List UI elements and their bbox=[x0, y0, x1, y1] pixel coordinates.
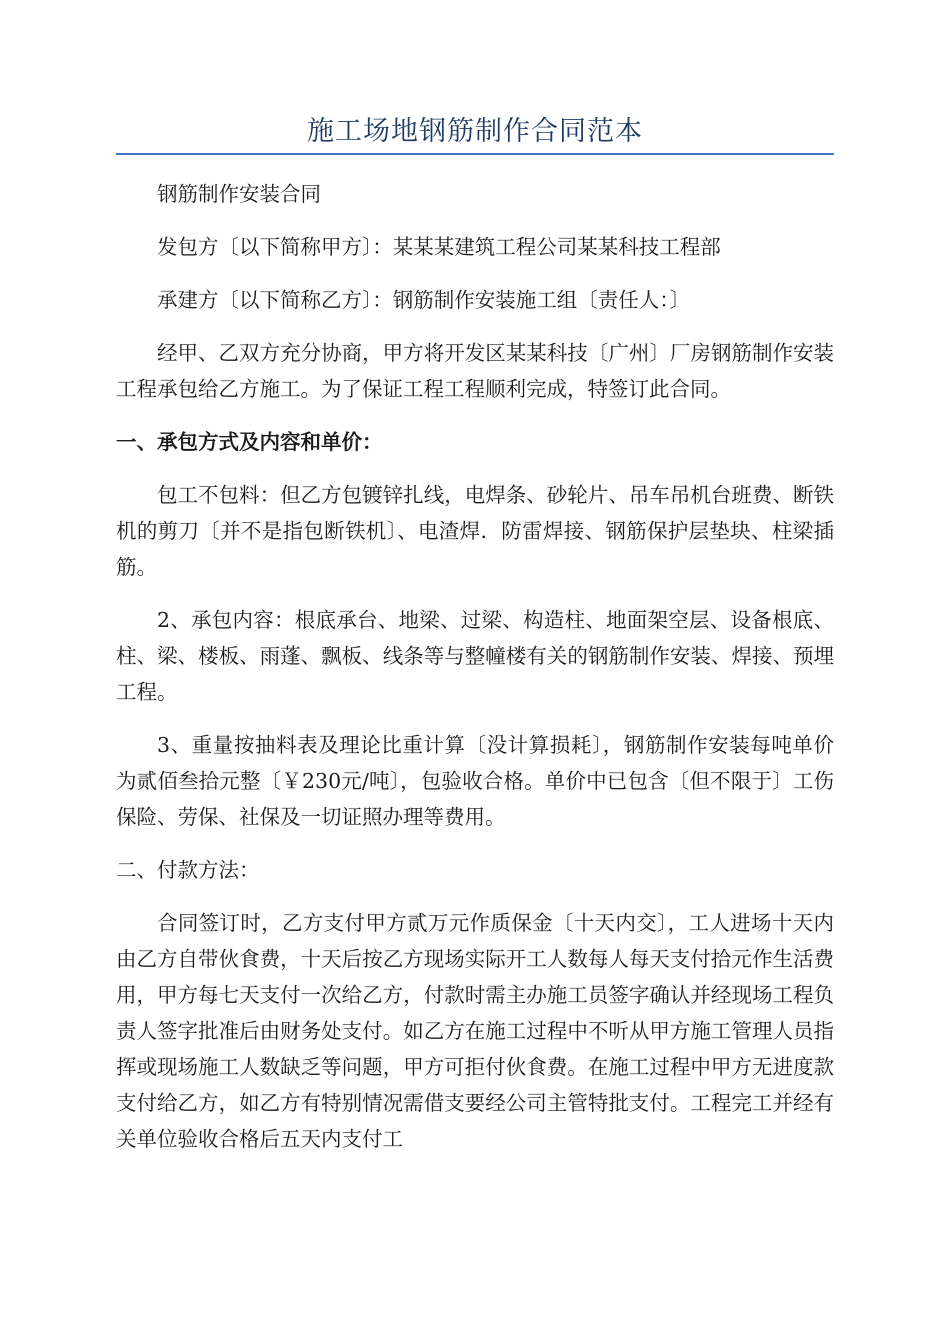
paragraph-party-a: 发包方〔以下简称甲方〕：某某某建筑工程公司某某科技工程部 bbox=[157, 235, 721, 259]
paragraph-unit-price: 3、重量按抽料表及理论比重计算〔没计算损耗〕，钢筋制作安装每吨单价为贰佰叁拾元整〔￥230元/吨〕，包验收合格。单价中已包含〔但不限于〕工伤保险、劳保、社保及一切证照办理等费用。 bbox=[116, 733, 834, 829]
title-underline bbox=[116, 153, 834, 155]
paragraph-payment-terms: 合同签订时，乙方支付甲方贰万元作质保金〔十天内交〕，工人进场十天内由乙方自带伙食费，十天后按乙方现场实际开工人数每人每天支付拾元作生活费用，甲方每七天支付一次给乙方，付款时需主办施工员签字确认并经现场工程负责人签字批准后由财务处支付。如乙方在施工过程中不听从甲方施工管理人员指挥或现场施工人数缺乏等问题，甲方可拒付伙食费。在施工过程中甲方无进度款支付给乙方，如乙方有特别情况需借支要经公司主管特批支付。工程完工并经有关单位验收合格后五天内支付工 bbox=[116, 911, 834, 1151]
paragraph-preamble: 经甲、乙双方充分协商，甲方将开发区某某科技〔广州〕厂房钢筋制作安装工程承包给乙方施工。为了保证工程工程顺利完成，特签订此合同。 bbox=[116, 341, 834, 401]
paragraph-scope-materials: 包工不包料：但乙方包镀锌扎线，电焊条、砂轮片、吊车吊机台班费、断铁机的剪刀〔并不是指包断铁机〕、电渣焊．防雷焊接、钢筋保护层垫块、柱梁插筋。 bbox=[116, 483, 834, 579]
document-title: 施工场地钢筋制作合同范本 bbox=[307, 116, 643, 147]
paragraph-contract-name: 钢筋制作安装合同 bbox=[157, 182, 321, 206]
document-body bbox=[116, 176, 834, 1174]
paragraph-scope-content: 2、承包内容：根底承台、地梁、过梁、构造柱、地面架空层、设备根底、柱、梁、楼板、雨蓬、飘板、线条等与整幢楼有关的钢筋制作安装、焊接、预埋工程。 bbox=[116, 608, 834, 704]
paragraph-party-b: 承建方〔以下简称乙方〕：钢筋制作安装施工组〔责任人：〕 bbox=[157, 288, 690, 312]
section-heading-scope: 一、承包方式及内容和单价： bbox=[116, 430, 383, 454]
section-heading-payment: 二、付款方法： bbox=[116, 858, 260, 882]
